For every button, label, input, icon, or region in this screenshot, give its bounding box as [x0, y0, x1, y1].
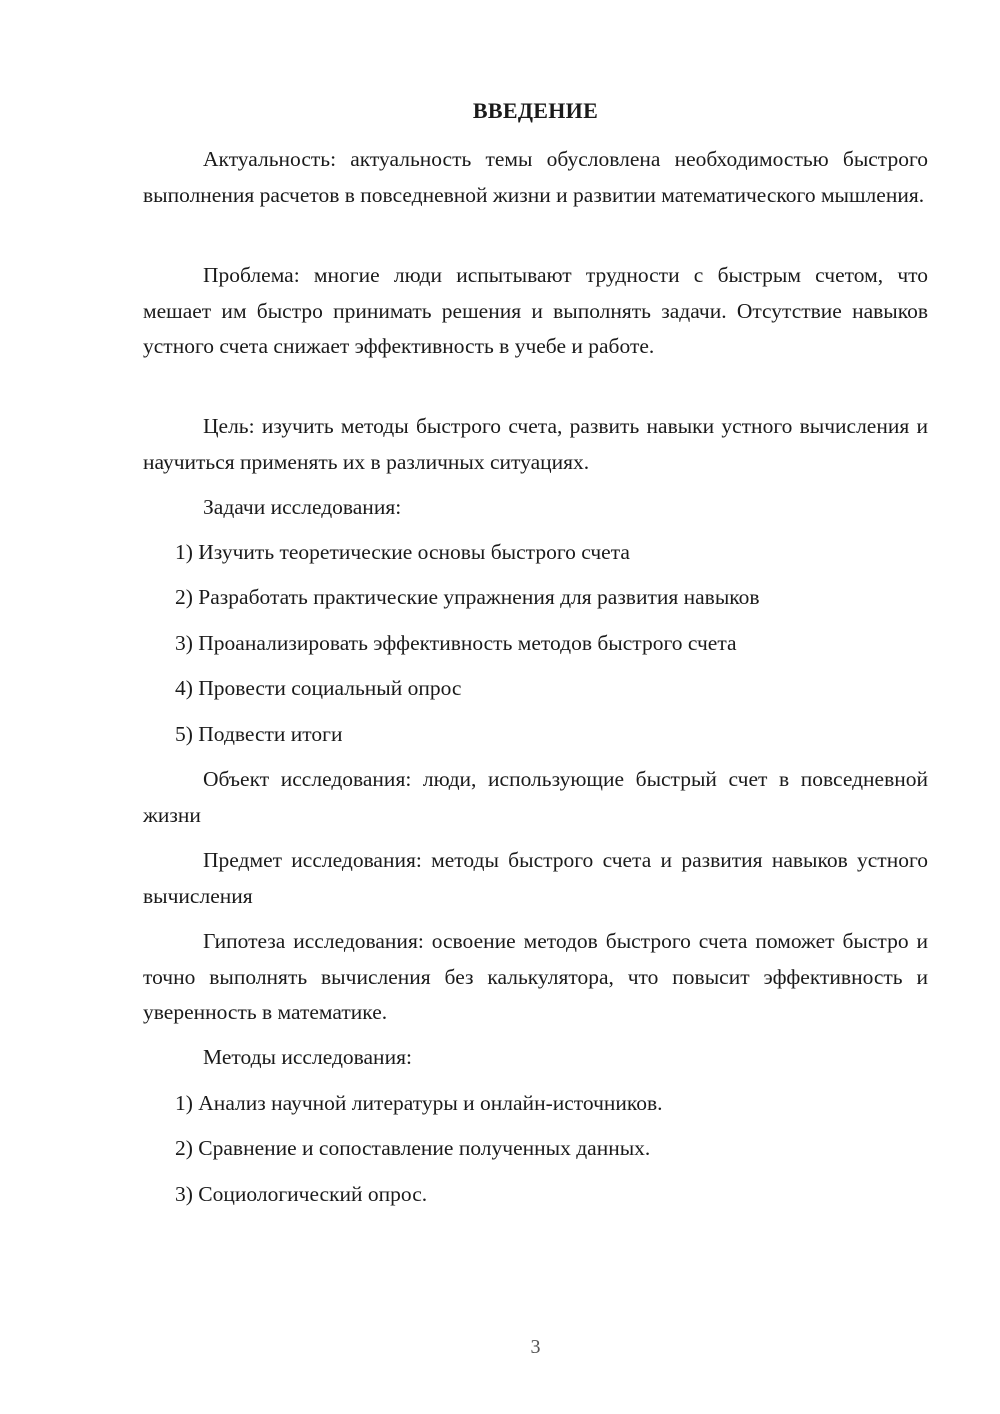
hypothesis-paragraph: Гипотеза исследования: освоение методов быстрого счета поможет быстро и точно выполнять вычисления без калькулятора, что повысит эффективность и уверенность в математике.	[143, 929, 928, 1024]
section-heading: ВВЕДЕНИЕ	[472, 98, 599, 123]
method-list-item: 3) Социологический опрос.	[175, 1182, 428, 1206]
method-list-item: 1) Анализ научной литературы и онлайн-источников.	[175, 1091, 663, 1115]
task-list-item: 1) Изучить теоретические основы быстрого счета	[175, 540, 630, 564]
relevance-paragraph: Актуальность: актуальность темы обусловлена необходимостью быстрого выполнения расчетов в повседневной жизни и развитии математического мышления.	[143, 147, 928, 207]
method-list-item: 2) Сравнение и сопоставление полученных данных.	[175, 1136, 651, 1160]
task-list-item: 5) Подвести итоги	[175, 722, 343, 746]
goal-paragraph: Цель: изучить методы быстрого счета, развить навыки устного вычисления и научиться применять их в различных ситуациях.	[143, 414, 928, 474]
task-list-item: 2) Разработать практические упражнения для развития навыков	[175, 585, 760, 609]
problem-paragraph: Проблема: многие люди испытывают трудности с быстрым счетом, что мешает им быстро принимать решения и выполнять задачи. Отсутствие навыков устного счета снижает эффективность в учебе и работе.	[143, 263, 928, 358]
page-number: 3	[530, 1336, 541, 1358]
object-paragraph: Объект исследования: люди, использующие быстрый счет в повседневной жизни	[143, 767, 928, 827]
subject-paragraph: Предмет исследования: методы быстрого счета и развития навыков устного вычисления	[143, 848, 928, 908]
task-list-item: 4) Провести социальный опрос	[175, 676, 462, 700]
task-list-item: 3) Проанализировать эффективность методов быстрого счета	[175, 631, 737, 655]
tasks-heading: Задачи исследования:	[203, 495, 402, 519]
methods-heading: Методы исследования:	[203, 1045, 412, 1069]
